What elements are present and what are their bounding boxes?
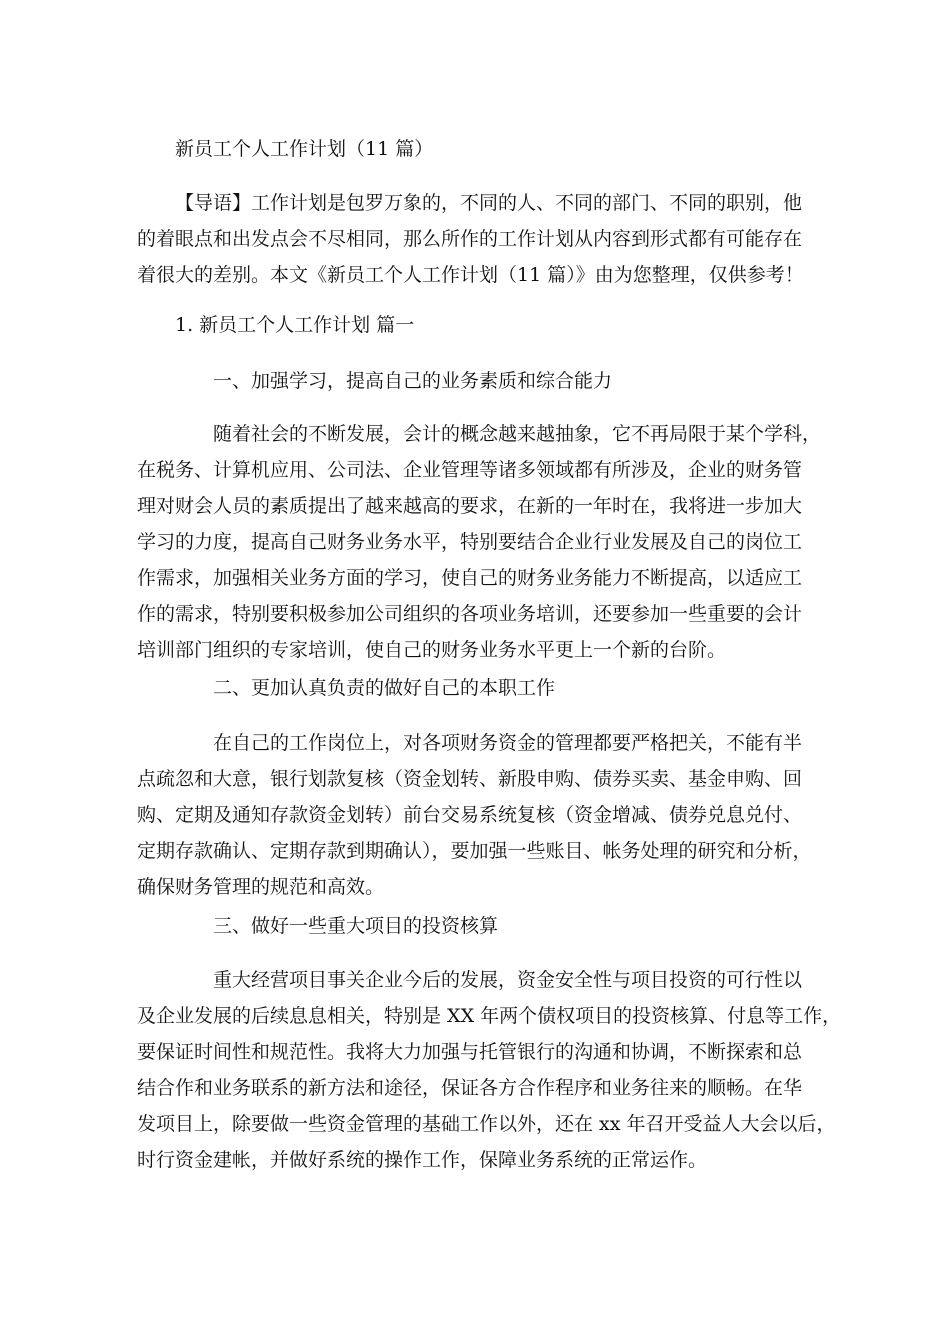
p1-line-5: 作需求，加强相关业务方面的学习，使自己的财务业务能力不断提高，以适应工 — [137, 567, 803, 589]
paragraph-1 — [137, 416, 827, 668]
paragraph-3 — [137, 962, 842, 1178]
paragraph-2 — [137, 725, 827, 905]
intro-line-1: 【导语】工作计划是包罗万象的，不同的人、不同的部门、不同的职别，他 — [175, 192, 803, 214]
heading-2: 二、更加认真负责的做好自己的本职工作 — [213, 677, 556, 699]
p3-line-5: 发项目上，除要做一些资金管理的基础工作以外，还在 xx 年召开受益人大会以后， — [137, 1113, 836, 1135]
heading-3: 三、做好一些重大项目的投资核算 — [213, 915, 499, 937]
p3-line-2: 及企业发展的后续息息相关，特别是 XX 年两个债权项目的投资核算、付息等工作， — [137, 1005, 842, 1027]
p3-line-1: 重大经营项目事关企业今后的发展，资金安全性与项目投资的可行性以 — [213, 969, 803, 991]
p1-line-1: 随着社会的不断发展，会计的概念越来越抽象，它不再局限于某个学科， — [213, 423, 822, 445]
p1-line-4: 学习的力度，提高自己财务业务水平，特别要结合企业行业发展及自己的岗位工 — [137, 531, 803, 553]
section-title: 1. 新员工个人工作计划 篇一 — [175, 314, 415, 336]
p1-line-3: 理对财会人员的素质提出了越来越高的要求，在新的一年时在，我将进一步加大 — [137, 495, 803, 517]
p2-line-3: 购、定期及通知存款资金划转）前台交易系统复核（资金增减、债券兑息兑付、 — [137, 804, 803, 826]
intro-paragraph — [137, 185, 827, 293]
p2-line-5: 确保财务管理的规范和高效。 — [137, 876, 385, 898]
intro-line-2: 的着眼点和出发点会不尽相同，那么所作的工作计划从内容到形式都有可能存在 — [137, 228, 803, 250]
p3-line-4: 结合作和业务联系的新方法和途径，保证各方合作程序和业务往来的顺畅。在华 — [137, 1077, 803, 1099]
p3-line-3: 要保证时间性和规范性。我将大力加强与托管银行的沟通和协调，不断探索和总 — [137, 1041, 803, 1063]
p2-line-2: 点疏忽和大意，银行划款复核（资金划转、新股申购、债券买卖、基金申购、回 — [137, 768, 803, 790]
p2-line-1: 在自己的工作岗位上，对各项财务资金的管理都要严格把关，不能有半 — [213, 732, 803, 754]
p3-line-6: 时行资金建帐，并做好系统的操作工作，保障业务系统的正常运作。 — [137, 1149, 708, 1171]
p2-line-4: 定期存款确认、定期存款到期确认），要加强一些账目、帐务处理的研究和分析， — [137, 840, 812, 862]
p1-line-2: 在税务、计算机应用、公司法、企业管理等诸多领域都有所涉及，企业的财务管 — [137, 459, 803, 481]
p1-line-6: 作的需求，特别要积极参加公司组织的各项业务培训，还要参加一些重要的会计 — [137, 603, 803, 625]
intro-line-3: 着很大的差别。本文《新员工个人工作计划（11 篇）》由为您整理，仅供参考！ — [137, 264, 804, 286]
heading-1: 一、加强学习，提高自己的业务素质和综合能力 — [213, 370, 613, 392]
document-title: 新员工个人工作计划（11 篇） — [175, 138, 434, 160]
p1-line-7: 培训部门组织的专家培训，使自己的财务业务水平更上一个新的台阶。 — [137, 639, 727, 661]
